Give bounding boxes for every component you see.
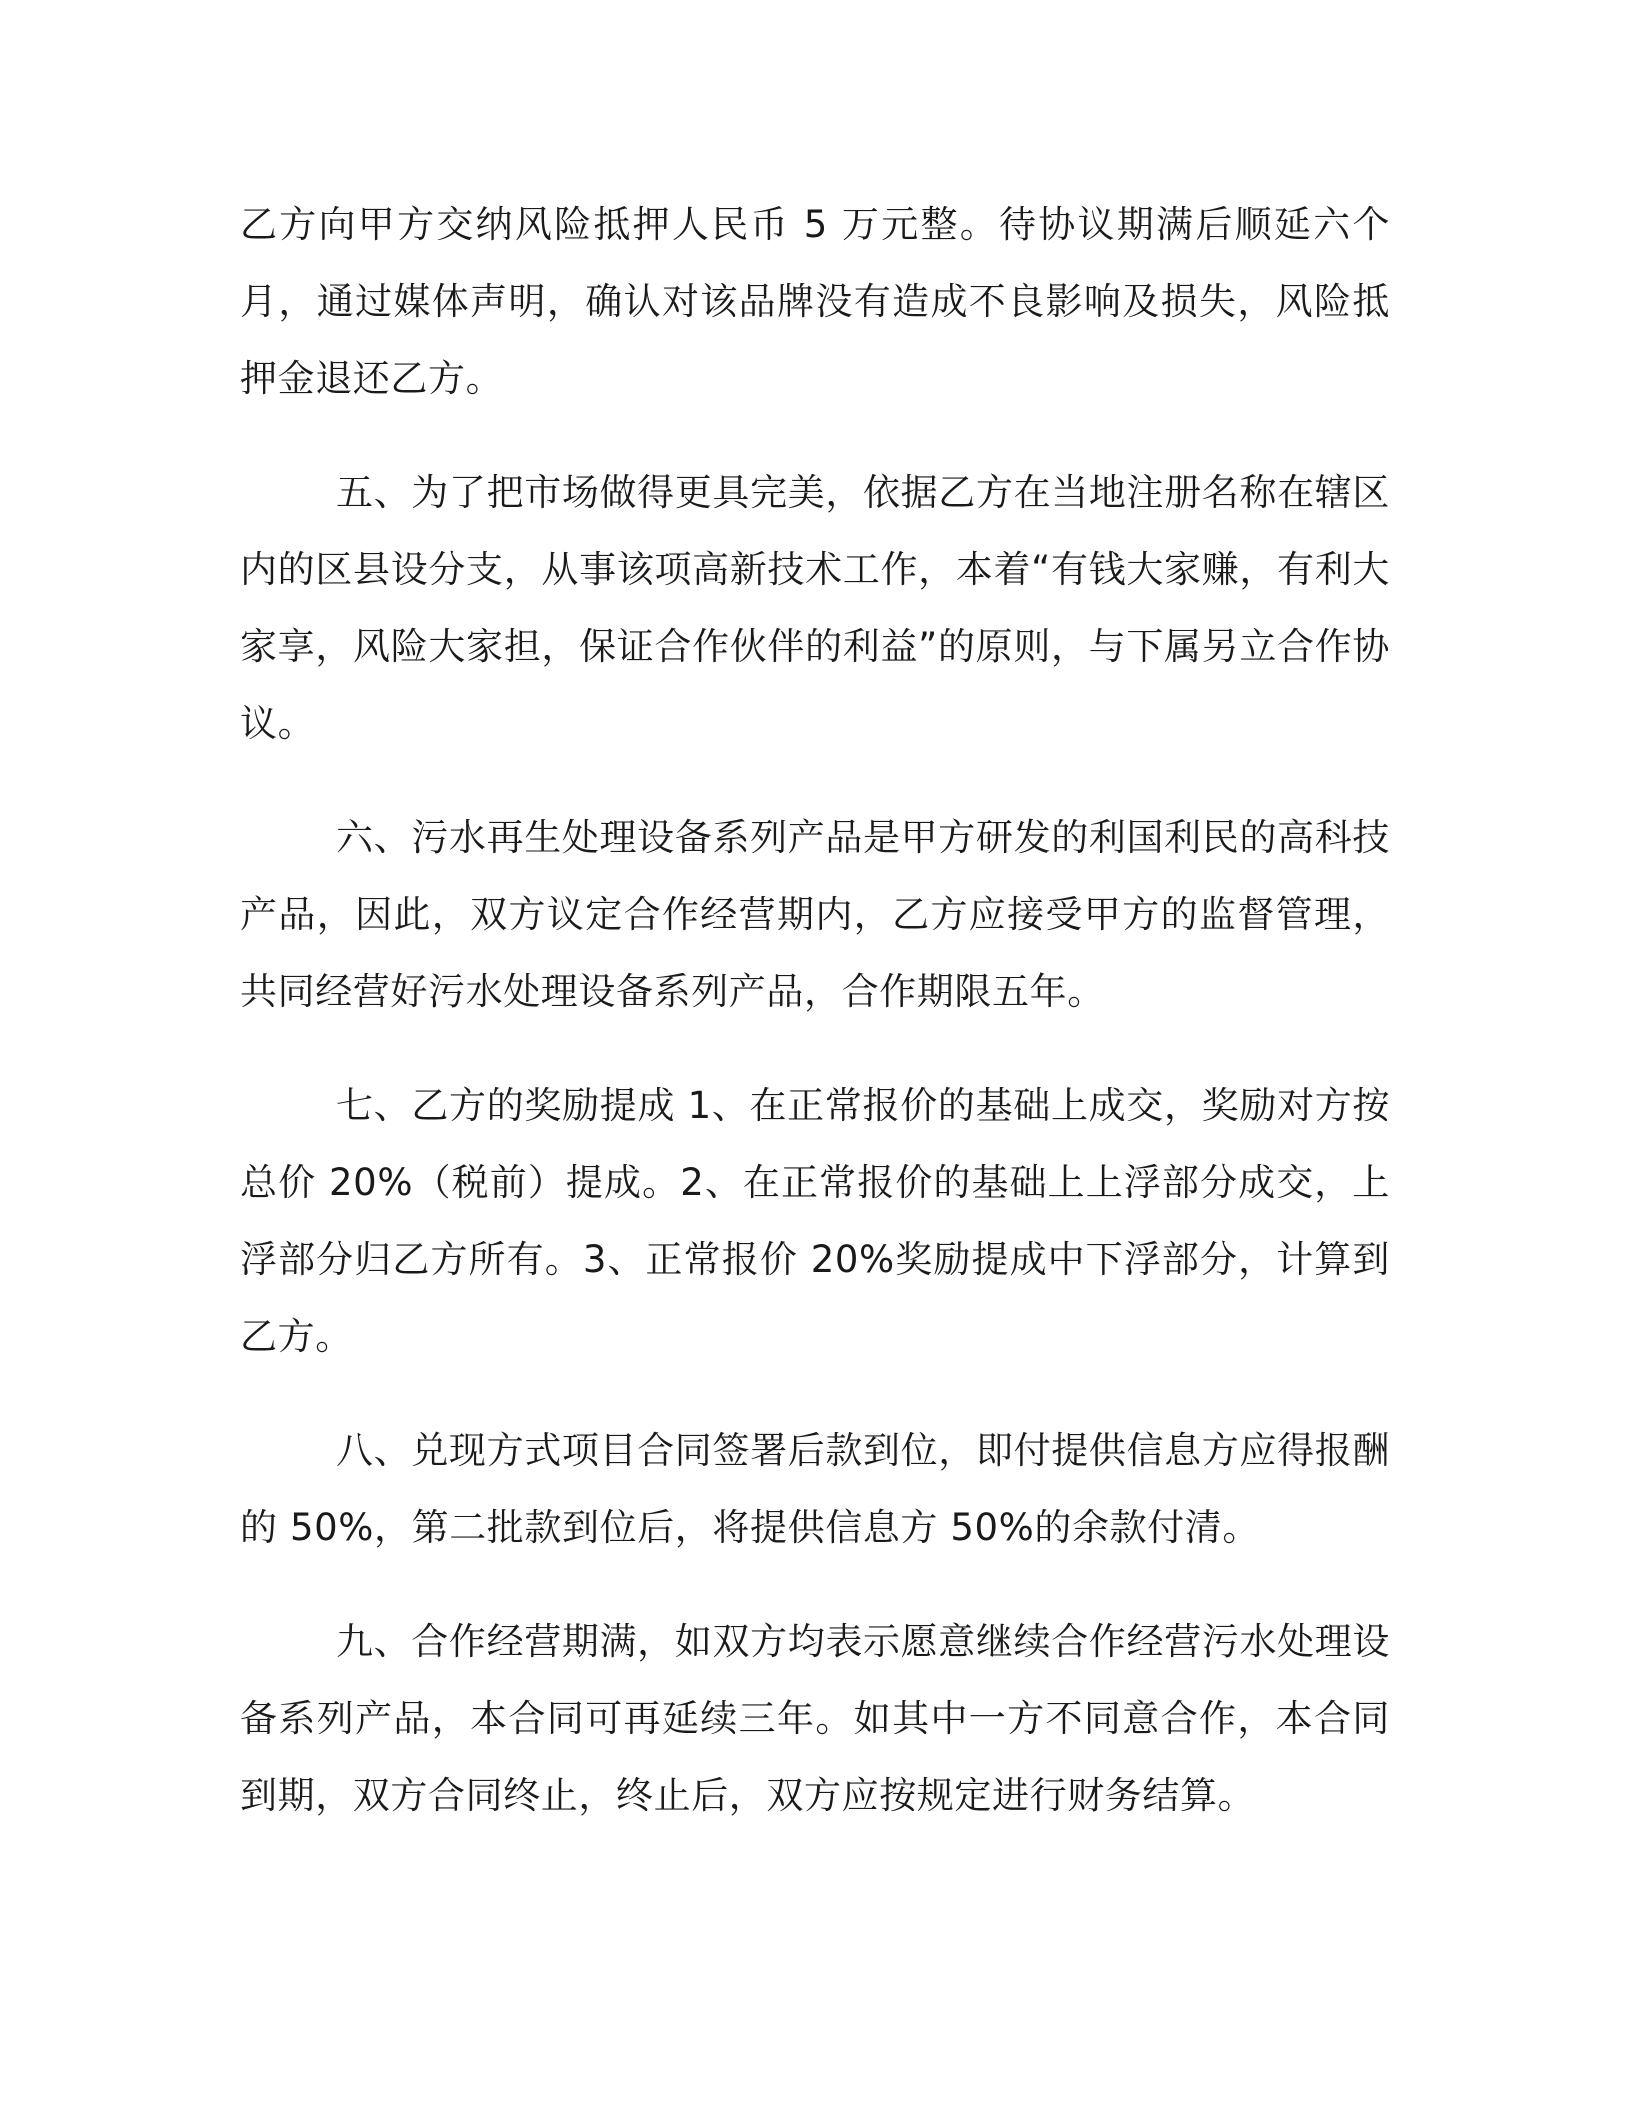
paragraph-clause-8: 八、兑现方式项目合同签署后款到位，即付提供信息方应得报酬的 50%，第二批款到位后，将提供信息方 50%的余款付清。 [240,1429,1390,1549]
paragraph-deposit: 乙方向甲方交纳风险抵押人民币 5 万元整。待协议期满后顺延六个月，通过媒体声明，确认对该品牌没有造成不良影响及损失，风险抵押金退还乙方。 [240,203,1390,400]
document-body [240,186,1390,1871]
paragraph-clause-6: 六、污水再生处理设备系列产品是甲方研发的利国利民的高科技产品，因此，双方议定合作经营期内，乙方应接受甲方的监督管理，共同经营好污水处理设备系列产品，合作期限五年。 [240,816,1390,1013]
paragraph-clause-7: 七、乙方的奖励提成 1、在正常报价的基础上成交，奖励对方按总价 20%（税前）提成。2、在正常报价的基础上上浮部分成交，上浮部分归乙方所有。3、正常报价 20%奖励提成中下浮部分，计算到乙方。 [240,1084,1390,1358]
paragraph-clause-5: 五、为了把市场做得更具完美，依据乙方在当地注册名称在辖区内的区县设分支，从事该项高新技术工作，本着“有钱大家赚，有利大家享，风险大家担，保证合作伙伴的利益”的原则，与下属另立合作协议。 [240,471,1390,745]
paragraph-clause-9: 九、合作经营期满，如双方均表示愿意继续合作经营污水处理设备系列产品，本合同可再延续三年。如其中一方不同意合作，本合同到期，双方合同终止，终止后，双方应按规定进行财务结算。 [240,1620,1390,1817]
